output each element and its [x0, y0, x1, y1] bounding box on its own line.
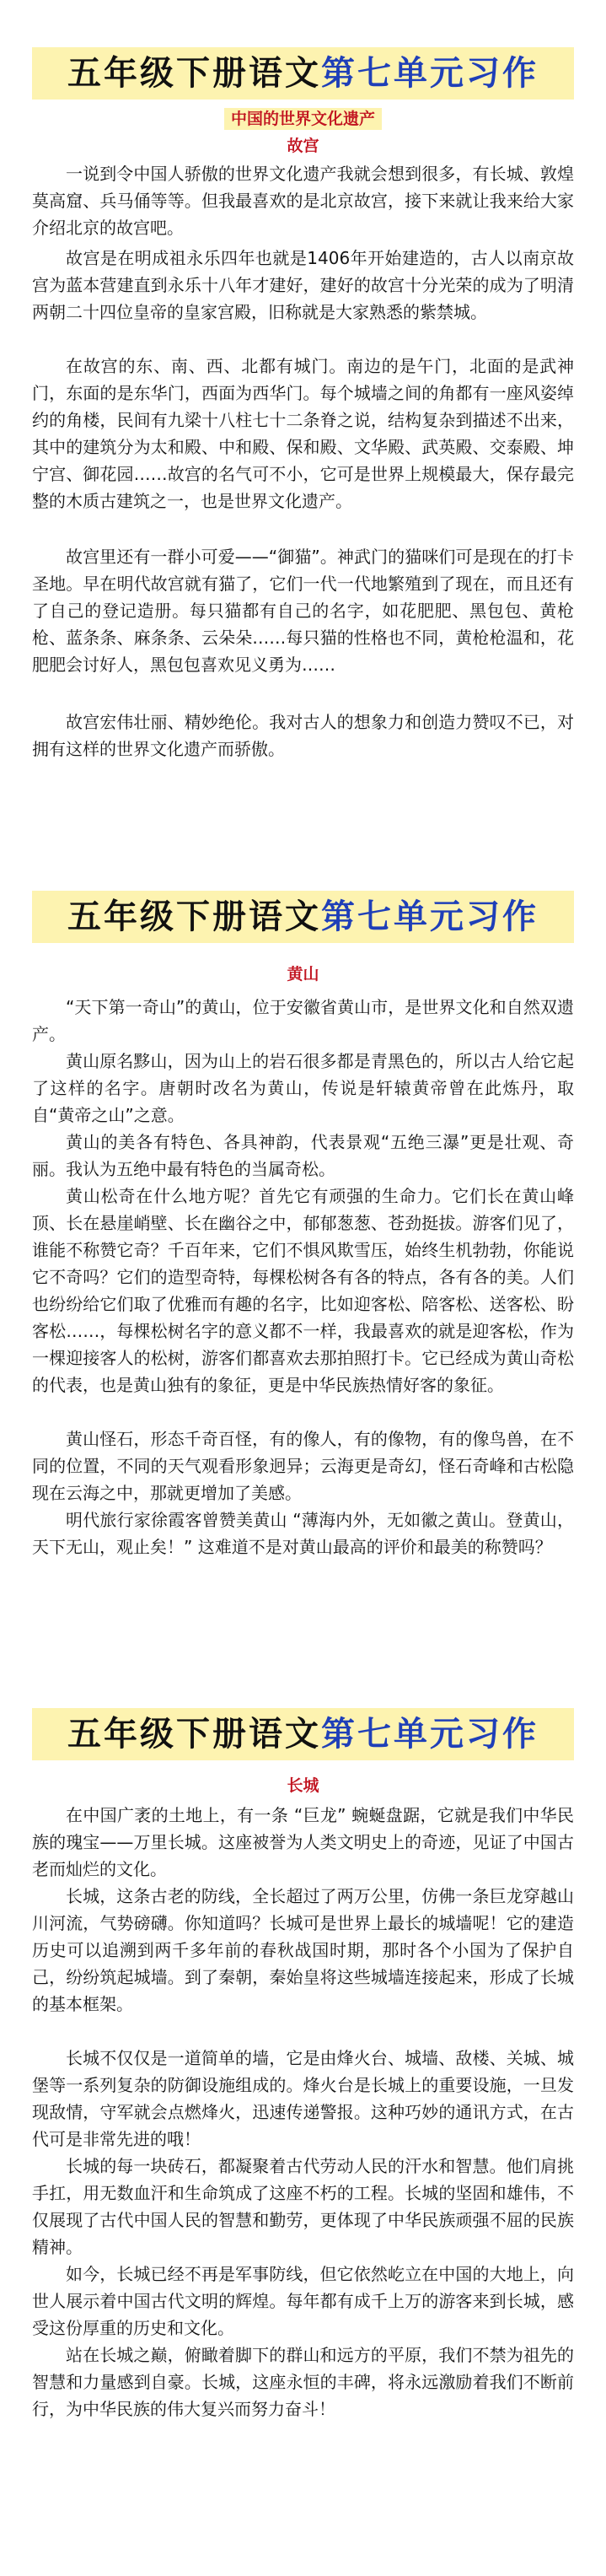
- section-subtitle: 中国的世界文化遗产: [224, 108, 382, 130]
- paragraph: 黄山原名黟山，因为山上的岩石很多都是青黑色的，所以古人给它起了这样的名字。唐朝时改名为黄山，传说是轩辕黄帝曾在此炼丹，取自“黄帝之山”之意。: [32, 1051, 574, 1125]
- banner-prefix: 五年级下册语文: [67, 54, 321, 93]
- paragraph: 长城不仅仅是一道简单的墙，它是由烽火台、城墙、敌楼、关城、城堡等一系列复杂的防御设施组成的。烽火台是长城上的重要设施，一旦发现敌情，守军就会点燃烽火，迅速传递警报。这种巧妙的通讯方式，在古代可是非常先进的哦！: [32, 2048, 574, 2149]
- paragraph: 长城，这条古老的防线，全长超过了两万公里，仿佛一条巨龙穿越山川河流，气势磅礴。你知道吗？长城可是世界上最长的城墙呢！它的建造历史可以追溯到两千多年前的春秋战国时期，那时各个小国为了保护自己，纷纷筑起城墙。到了秦朝，秦始皇将这些城墙连接起来，形成了长城的基本框架。: [32, 1886, 574, 2014]
- banner-prefix: 五年级下册语文: [67, 1715, 321, 1754]
- paragraph: 如今，长城已经不再是军事防线，但它依然屹立在中国的大地上，向世人展示着中国古代文明的辉煌。每年都有成千上万的游客来到长城，感受这份厚重的历史和文化。: [32, 2264, 574, 2338]
- paragraph: 一说到令中国人骄傲的世界文化遗产我就会想到很多，有长城、敦煌莫高窟、兵马俑等等。但我最喜欢的是北京故宫，接下来就让我来给大家介绍北京的故宫吧。: [32, 164, 574, 238]
- section-heading: 长城: [287, 1776, 319, 1795]
- paragraph: 长城的每一块砖石，都凝聚着古代劳动人民的汗水和智慧。他们肩挑手扛，用无数血汗和生命筑成了这座不朽的工程。长城的坚固和雄伟，不仅展现了古代中国人民的智慧和勤劳，更体现了中华民族顽强不屈的民族精神。: [32, 2156, 574, 2257]
- paragraph: 黄山的美各有特色、各具神韵，代表景观“五绝三瀑”更是壮观、奇丽。我认为五绝中最有特色的当属奇松。: [32, 1132, 574, 1179]
- paragraph: 故宫里还有一群小可爱——“御猫”。神武门的猫咪们可是现在的打卡圣地。早在明代故宫就有猫了，它们一代一代地繁殖到了现在，而且还有了自己的登记造册。每只猫都有自己的名字，如花肥肥、黑包包、黄枪枪、蓝条条、麻条条、云朵朵……每只猫的性格也不同，黄枪枪温和，花肥肥会讨好人，黑包包喜欢见义勇为……: [32, 547, 574, 675]
- paragraph: 黄山松奇在什么地方呢？首先它有顽强的生命力。它们长在黄山峰顶、长在悬崖峭壁、长在幽谷之中，郁郁葱葱、苍劲挺拔。游客们见了，谁能不称赞它奇？千百年来，它们不惧风欺雪压，始终生机勃勃，你能说它不奇吗？它们的造型奇特，每棵松树各有各的特点，各有各的美。人们也纷纷给它们取了优雅而有趣的名字，比如迎客松、陪客松、送客松、盼客松……，每棵松树名字的意义都不一样，我最喜欢的就是迎客松，作为一棵迎接客人的松树，游客们都喜欢去那拍照打卡。它已经成为黄山奇松的代表，也是黄山独有的象征，更是中华民族热情好客的象征。: [32, 1186, 574, 1395]
- section-banner: [32, 891, 574, 943]
- paragraph: 故宫是在明成祖永乐四年也就是1406年开始建造的，古人以南京故宫为蓝本营建直到永乐十八年才建好，建好的故宫十分光荣的成为了明清两朝二十四位皇帝的皇家宫殿，旧称就是大家熟悉的紫禁城。: [32, 248, 574, 322]
- section-subtitle-wrap: [0, 108, 606, 131]
- section-banner: [32, 47, 574, 100]
- banner-suffix: 第七单元习作: [321, 897, 539, 936]
- banner-suffix: 第七单元习作: [321, 54, 539, 93]
- banner-prefix: 五年级下册语文: [67, 897, 321, 936]
- paragraph: 站在长城之巅，俯瞰着脚下的群山和远方的平原，我们不禁为祖先的智慧和力量感到自豪。长城，这座永恒的丰碑，将永远激励着我们不断前行，为中华民族的伟大复兴而努力奋斗！: [32, 2345, 574, 2419]
- paragraph: “天下第一奇山”的黄山，位于安徽省黄山市，是世界文化和自然双遗产。: [32, 997, 574, 1044]
- section-heading: 故宫: [287, 137, 319, 155]
- paragraph: 在中国广袤的土地上，有一条 “巨龙” 蜿蜒盘踞，它就是我们中华民族的瑰宝——万里长城。这座被誉为人类文明史上的奇迹，见证了中国古老而灿烂的文化。: [32, 1805, 574, 1879]
- section-heading: 黄山: [287, 965, 319, 984]
- paragraph: 黄山怪石，形态千奇百怪，有的像人，有的像物，有的像鸟兽，在不同的位置，不同的天气观看形象迥异；云海更是奇幻，怪石奇峰和古松隐现在云海之中，那就更增加了美感。: [32, 1429, 574, 1503]
- section-banner: [32, 1708, 574, 1760]
- banner-suffix: 第七单元习作: [321, 1715, 539, 1754]
- paragraph: 在故宫的东、南、西、北都有城门。南边的是午门，北面的是武神门，东面的是东华门，西面为西华门。每个城墙之间的角都有一座风姿绰约的角楼，民间有九梁十八柱七十二条脊之说，结构复杂到描述不出来，其中的建筑分为太和殿、中和殿、保和殿、文华殿、武英殿、交泰殿、坤宁宫、御花园……故宫的名气可不小，它可是世界上规模最大，保存最完整的木质古建筑之一，也是世界文化遗产。: [32, 356, 574, 511]
- paragraph: 明代旅行家徐霞客曾赞美黄山 “薄海内外，无如徽之黄山。登黄山，天下无山，观止矣！” 这难道不是对黄山最高的评价和最美的称赞吗？: [32, 1510, 574, 1557]
- paragraph: 故宫宏伟壮丽、精妙绝伦。我对古人的想象力和创造力赞叹不已，对拥有这样的世界文化遗产而骄傲。: [32, 712, 574, 759]
